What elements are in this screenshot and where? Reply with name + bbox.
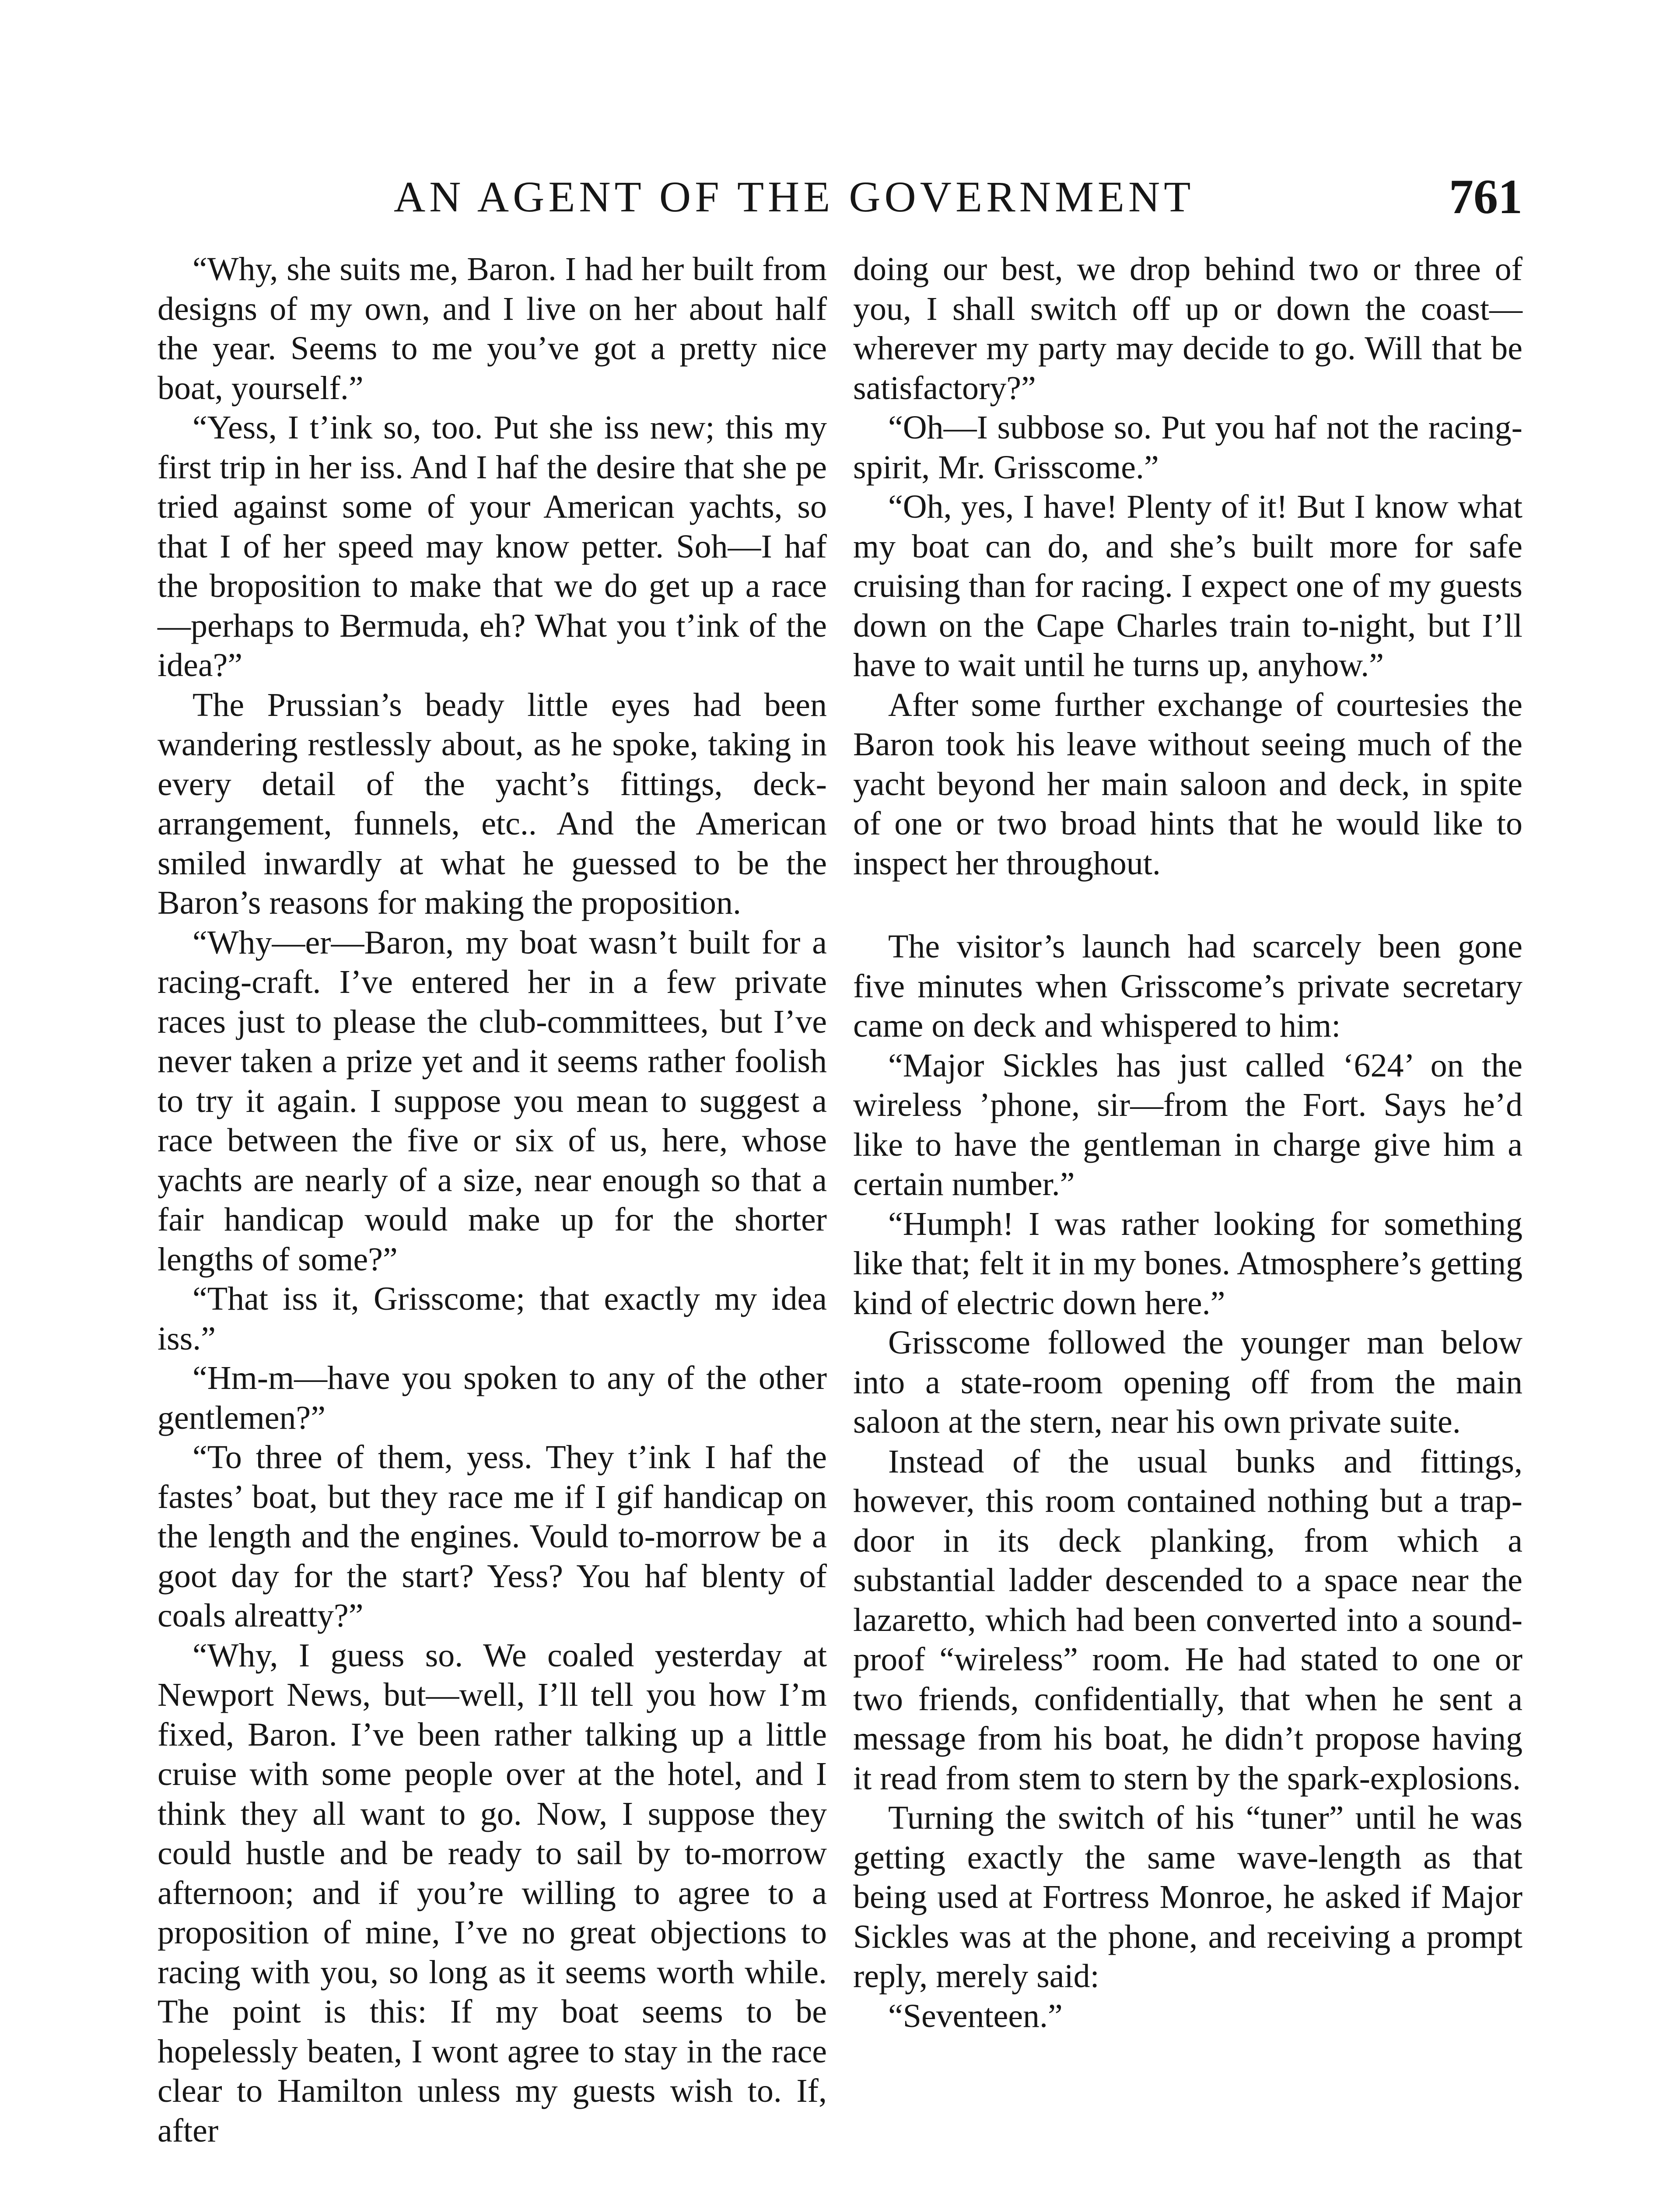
paragraph: Instead of the usual bunks and fittings, however, this room contained nothing but a trap-door in its deck planking, from which a substantial ladder descended to a space near the lazaretto, which had been converted into a sound-proof “wireless” room. He had stated to one or two friends, confidentially, that when he sent a message from his boat, he didn’t propose having it read from stem to stern by the spark-explosions.	[853, 1443, 1522, 1797]
paragraph: “Yess, I t’ink so, too. Put she iss new; this my first trip in her iss. And I haf the desire that she pe tried against some of your American yachts, so that I of her speed may know petter. Soh—I haf the broposition to make that we do get up a race—perhaps to Bermuda, eh? What you t’ink of the idea?”	[158, 409, 827, 684]
paragraph: “Hm-m—have you spoken to any of the other gentlemen?”	[158, 1360, 827, 1436]
paragraph: “Major Sickles has just called ‘624’ on the wireless ’phone, sir—from the Fort. Says he’d like to have the gentleman in charge give him a certain number.”	[853, 1047, 1522, 1203]
paragraph: The visitor’s launch had scarcely been gone five minutes when Grisscome’s private secretary came on deck and whispered to him:	[853, 928, 1522, 1044]
text-column-left	[158, 249, 827, 2150]
paragraph: “Why—er—Baron, my boat wasn’t built for a racing-craft. I’ve entered her in a few private races just to please the club-committees, but I’ve never taken a prize yet and it seems rather foolish to try it again. I suppose you mean to suggest a race between the five or six of us, here, whose yachts are nearly of a size, near enough so that a fair handicap would make up for the shorter lengths of some?”	[158, 924, 827, 1278]
paragraph: “Why, she suits me, Baron. I had her built from designs of my own, and I live on her about half the year. Seems to me you’ve got a pretty nice boat, yourself.”	[158, 251, 827, 407]
paragraph: “Oh—I subbose so. Put you haf not the racing-spirit, Mr. Grisscome.”	[853, 409, 1522, 486]
paragraph: “Seventeen.”	[888, 1997, 1063, 2034]
paragraph: Grisscome followed the younger man below into a state-room opening off from the main saloon at the stern, near his own private suite.	[853, 1324, 1522, 1440]
running-title: AN AGENT OF THE GOVERNMENT	[394, 172, 1195, 221]
text-column-right	[853, 249, 1522, 2036]
paragraph: “Why, I guess so. We coaled yesterday at Newport News, but—well, I’ll tell you how I’m fixed, Baron. I’ve been rather talking up a little cruise with some people over at the hotel, and I think they all want to go. Now, I suppose they could hustle and be ready to sail by to-morrow afternoon; and if you’re willing to agree to a proposition of mine, I’ve no great objections to racing with you, so long as it seems worth while. The point is this: If my boat seems to be hopelessly beaten, I wont agree to stay in the race clear to Hamilton unless my guests wish to. If, after	[158, 1637, 827, 2149]
paragraph: doing our best, we drop behind two or three of you, I shall switch off up or down the coast—wherever my party may decide to go. Will that be satisfactory?”	[853, 251, 1522, 407]
paragraph: The Prussian’s beady little eyes had been wandering restlessly about, as he spoke, taking in every detail of the yacht’s fittings, deck-arrangement, funnels, etc.. And the American smiled inwardly at what he guessed to be the Baron’s reasons for making the proposition.	[158, 686, 827, 921]
paragraph: “To three of them, yess. They t’ink I haf the fastes’ boat, but they race me if I gif handicap on the length and the engines. Vould to-morrow be a goot day for the start? Yess? You haf blenty of coals alreatty?”	[158, 1439, 827, 1634]
paragraph: Turning the switch of his “tuner” until he was getting exactly the same wave-length as that being used at Fortress Monroe, he asked if Major Sickles was at the phone, and receiving a prompt reply, merely said:	[853, 1799, 1522, 1995]
paragraph: “Humph! I was rather looking for something like that; felt it in my bones. Atmosphere’s getting kind of electric down here.”	[853, 1205, 1522, 1322]
page-header	[158, 166, 1522, 236]
page-number: 761	[1449, 170, 1522, 224]
paragraph: “That iss it, Grisscome; that exactly my idea iss.”	[158, 1280, 827, 1357]
paragraph: “Oh, yes, I have! Plenty of it! But I know what my boat can do, and she’s built more for safe cruising than for racing. I expect one of my guests down on the Cape Charles train to-night, but I’ll have to wait until he turns up, anyhow.”	[853, 488, 1522, 684]
paragraph: After some further exchange of courtesies the Baron took his leave without seeing much of the yacht beyond her main saloon and deck, in spite of one or two broad hints that he would like to inspect her throughout.	[853, 686, 1522, 882]
